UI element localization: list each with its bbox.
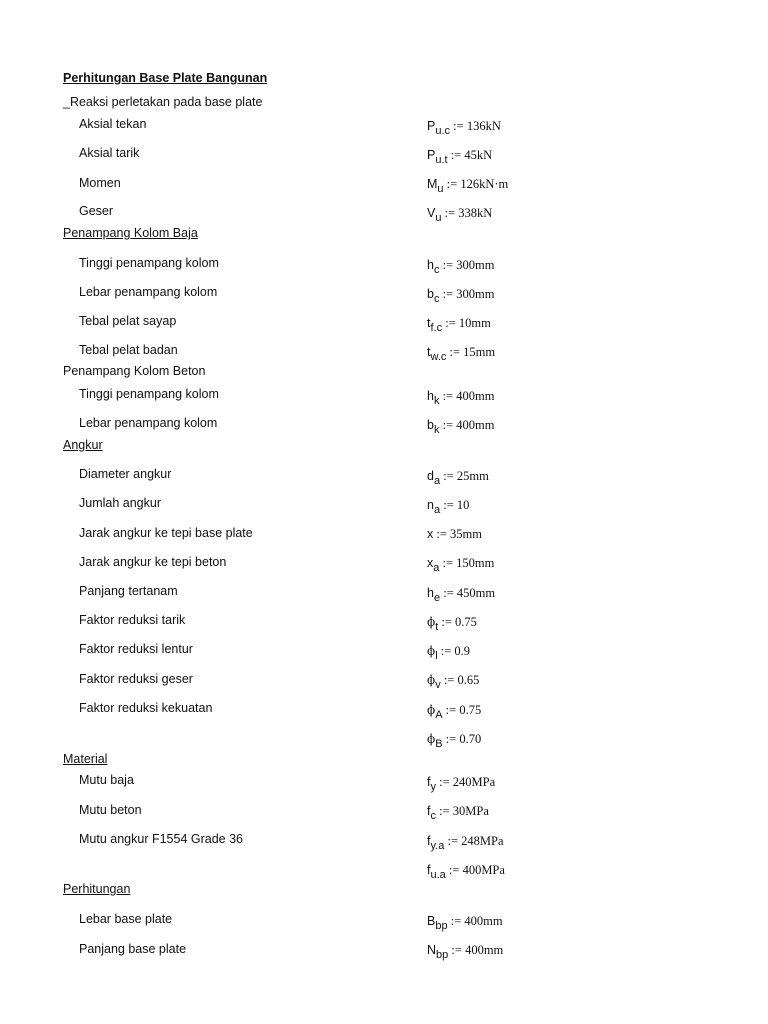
- formula-hk: $h_k$ := 400mm: [427, 389, 495, 407]
- label-jarak-angkur-tepi-base-plate: Jarak angkur ke tepi base plate: [79, 526, 253, 540]
- formula-phi-t: $\phi_t$ := 0.75: [427, 615, 477, 633]
- formula-hc: $h_c$ := 300mm: [427, 258, 495, 276]
- formula-he: $h_e$ := 450mm: [427, 586, 496, 604]
- formula-pu-t: $P_{u.t}$ := 45kN: [427, 148, 493, 166]
- formula-fya: $f_{y.a}$ := 248MPa: [427, 834, 504, 852]
- formula-bbp: $B_{bp}$ := 400mm: [427, 914, 503, 932]
- formula-nbp: $N_{bp}$ := 400mm: [427, 943, 504, 961]
- formula-fy: $f_y$ := 240MPa: [427, 775, 496, 793]
- label-faktor-reduksi-kekuatan: Faktor reduksi kekuatan: [79, 701, 213, 715]
- formula-bc: $b_c$ := 300mm: [427, 287, 495, 305]
- formula-twc: $t_{w.c}$ := 15mm: [427, 345, 496, 363]
- section-heading-material: Material: [63, 752, 108, 766]
- label-lebar-penampang-kolom-beton: Lebar penampang kolom: [79, 416, 218, 430]
- formula-phi-a: $\phi_A$ := 0.75: [427, 703, 482, 721]
- label-panjang-tertanam: Panjang tertanam: [79, 584, 178, 598]
- label-faktor-reduksi-geser: Faktor reduksi geser: [79, 672, 193, 686]
- section-heading-angkur: Angkur: [63, 438, 103, 452]
- section-heading-kolom-baja: Penampang Kolom Baja: [63, 226, 198, 240]
- formula-bk: $b_k$ := 400mm: [427, 418, 495, 436]
- section-heading-reaksi: _Reaksi perletakan pada base plate: [63, 95, 263, 109]
- label-tebal-pelat-badan: Tebal pelat badan: [79, 343, 178, 357]
- label-faktor-reduksi-lentur: Faktor reduksi lentur: [79, 642, 193, 656]
- label-aksial-tarik: Aksial tarik: [79, 146, 140, 160]
- formula-phi-b: $\phi_B$ := 0.70: [427, 732, 482, 750]
- section-heading-perhitungan: Perhitungan: [63, 882, 131, 896]
- formula-pu-c: $P_{u.c}$ := 136kN: [427, 119, 501, 137]
- label-tinggi-penampang-kolom-baja: Tinggi penampang kolom: [79, 256, 219, 270]
- formula-fc: $f_c$ := 30MPa: [427, 804, 489, 822]
- label-faktor-reduksi-tarik: Faktor reduksi tarik: [79, 613, 186, 627]
- label-aksial-tekan: Aksial tekan: [79, 117, 147, 131]
- formula-vu: $V_u$ := 338kN: [427, 206, 493, 224]
- label-diameter-angkur: Diameter angkur: [79, 467, 172, 481]
- formula-na: $n_a$ := 10: [427, 498, 470, 516]
- formula-phi-l: $\phi_l$ := 0.9: [427, 644, 471, 662]
- label-lebar-penampang-kolom-baja: Lebar penampang kolom: [79, 285, 218, 299]
- label-momen: Momen: [79, 176, 121, 190]
- formula-mu: $M_u$ := 126kN·m: [427, 177, 509, 195]
- formula-fua: $f_{u.a}$ := 400MPa: [427, 863, 505, 881]
- label-mutu-angkur: Mutu angkur F1554 Grade 36: [79, 832, 243, 846]
- label-panjang-base-plate: Panjang base plate: [79, 942, 187, 956]
- label-mutu-beton: Mutu beton: [79, 803, 142, 817]
- formula-x: x := 35mm: [427, 527, 482, 541]
- formula-xa: $x_a$ := 150mm: [427, 556, 495, 574]
- section-heading-kolom-beton: Penampang Kolom Beton: [63, 364, 206, 378]
- label-mutu-baja: Mutu baja: [79, 773, 134, 787]
- formula-tfc: $t_{f.c}$ := 10mm: [427, 316, 491, 334]
- label-geser: Geser: [79, 204, 114, 218]
- formula-phi-v: $\phi_v$ := 0.65: [427, 673, 480, 691]
- formula-da: $d_a$ := 25mm: [427, 469, 489, 487]
- label-lebar-base-plate: Lebar base plate: [79, 912, 173, 926]
- label-tebal-pelat-sayap: Tebal pelat sayap: [79, 314, 177, 328]
- label-tinggi-penampang-kolom-beton: Tinggi penampang kolom: [79, 387, 219, 401]
- label-jumlah-angkur: Jumlah angkur: [79, 496, 161, 510]
- document-title: Perhitungan Base Plate Bangunan: [63, 71, 268, 85]
- label-jarak-angkur-tepi-beton: Jarak angkur ke tepi beton: [79, 555, 227, 569]
